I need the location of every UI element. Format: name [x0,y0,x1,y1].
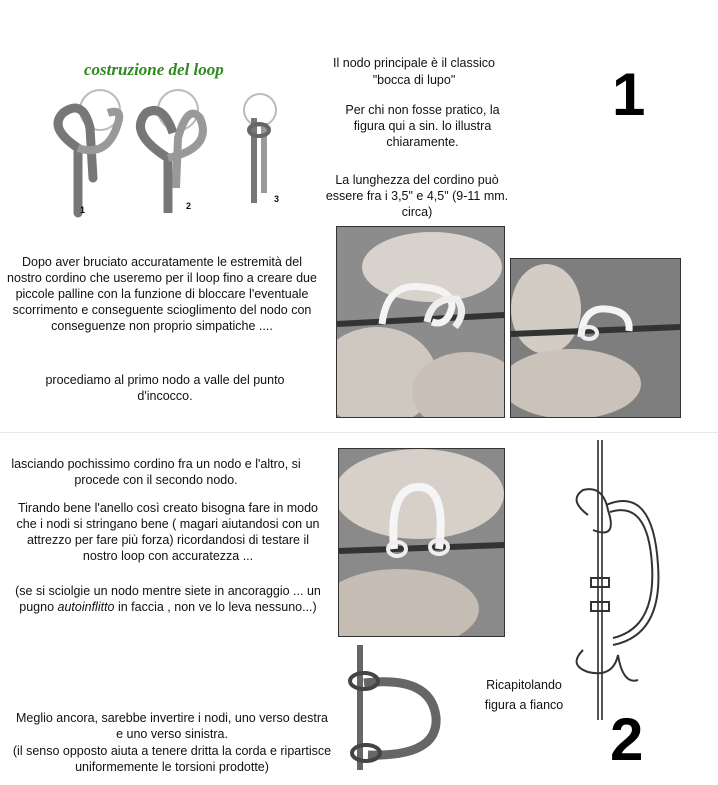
figure-label-2: 2 [186,201,192,211]
photo-first-knot [336,226,505,418]
section2-paragraph-3 [12,583,324,615]
section3-paragraph-1: Meglio ancora, sarebbe invertire i nodi, uno verso destra e uno verso sinistra. [16,711,328,741]
section3-paragraph-2: (il senso opposto aiuta a tenere dritta la corda e ripartisce uniformemente le torsioni prodotte) [12,744,332,774]
recap-line-2: figura a fianco [484,698,564,712]
page-title: costruzione del loop [84,60,224,79]
section2-paragraph-1: lasciando pochissimo cordino fra un nodo e l'altro, si procede con il secondo nodo. [11,457,301,487]
section2-p3-before: (se si sciolgie un nodo mentre siete in ancoraggio ... un pugno [15,584,321,614]
section-divider [0,432,718,433]
loop-drawing-inverted [336,645,446,770]
photo-first-knot-tight [510,258,681,418]
intro-line-2: "bocca di lupo" [372,73,456,87]
section1-paragraph-2: procediamo al primo nodo a valle del punto d'incocco. [45,373,285,403]
intro-paragraph-2: Per chi non fosse pratico, la figura qui a sin. lo illustra chiaramente. [345,103,500,149]
intro-paragraph-3: La lunghezza del cordino può essere fra i 3,5" e 4,5" (9-11 mm. circa) [325,173,509,219]
section2-p3-after: in faccia , non ve lo leva nessuno...) [114,600,317,614]
figure-label-1: 1 [80,205,86,215]
girth-hitch-diagram [28,88,290,218]
figure-label-3: 3 [274,194,280,204]
section1-paragraph-1: Dopo aver bruciato accuratamente le estremità del nostro cordino che useremo per il loop fino a creare due piccole palline con la funzione di bloccare l'eventuale scorrimento e conseguente scioglimento del nodo con conseguenze non proprio simpatiche .... [7,255,317,333]
step-number-1: 1 [612,61,646,128]
recap-line-1: Ricapitolando [486,678,562,692]
intro-line-1: Il nodo principale è il classico [333,56,495,70]
step-number-2: 2 [610,706,644,773]
photo-second-knot [338,448,505,637]
section2-paragraph-2: Tirando bene l'anello così creato bisogna fare in modo che i nodi si stringano bene ( magari aiutandosi con un attrezzo per fare più forza) ricordandosi di testare il nostro loop con accuratezza ... [16,501,320,563]
section2-p3-italic: autoinflitto [57,600,115,614]
